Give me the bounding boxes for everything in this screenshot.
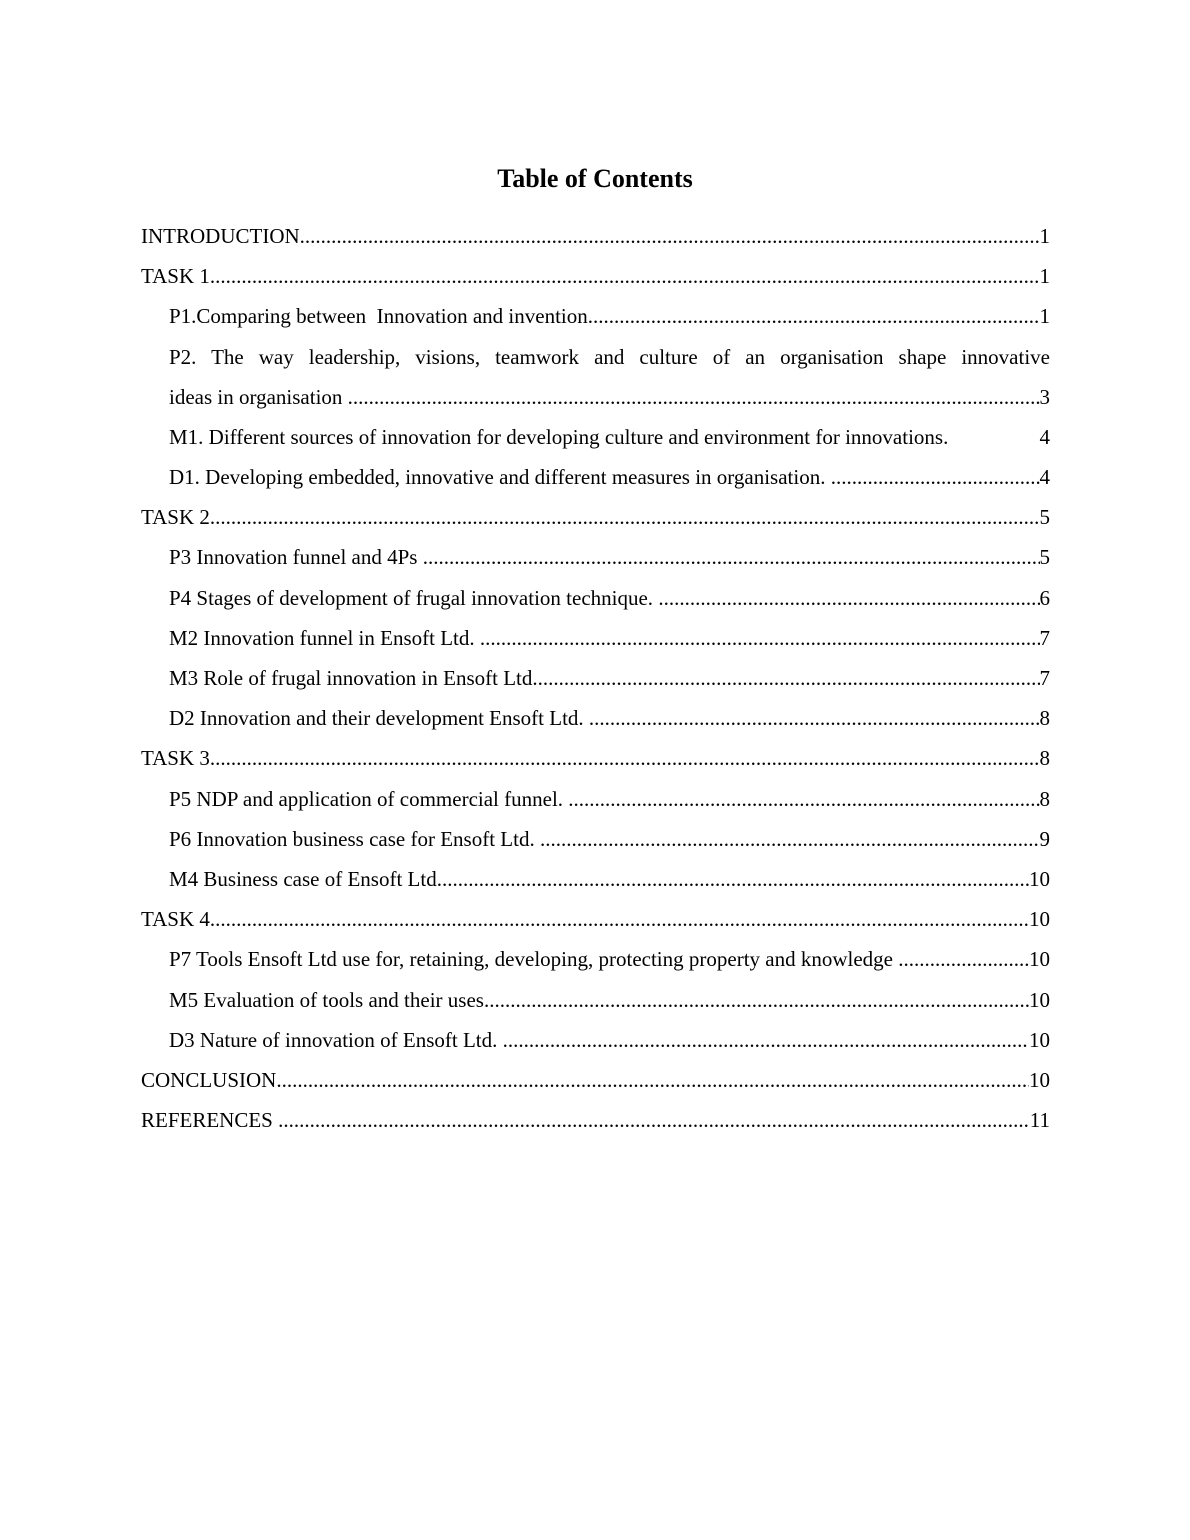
toc-entry-label: D2 Innovation and their development Ensoft Ltd.	[169, 706, 589, 731]
toc-entry-task-3[interactable]	[141, 738, 1050, 778]
toc-entry-page: 5	[1039, 505, 1050, 530]
toc-entry-label-line-2: ideas in organisation	[169, 384, 348, 409]
toc-entry-p6[interactable]	[141, 819, 1050, 859]
toc-entry-p2[interactable]	[141, 337, 1050, 417]
dot-leader	[300, 216, 1040, 256]
toc-entry-task-1[interactable]	[141, 256, 1050, 296]
dot-leader	[210, 497, 1040, 537]
toc-entry-m2[interactable]	[141, 618, 1050, 658]
dot-leader	[568, 779, 1039, 819]
toc-entry-label: M5 Evaluation of tools and their uses	[169, 987, 484, 1012]
toc-entry-page: 10	[1029, 1067, 1050, 1092]
toc-entry-label: D1. Developing embedded, innovative and different measures in organisation.	[169, 465, 831, 490]
toc-entry-conclusion[interactable]	[141, 1060, 1050, 1100]
toc-entry-page: 10	[1029, 907, 1050, 932]
toc-entry-label: CONCLUSION	[141, 1067, 277, 1092]
toc-entry-page: 10	[1029, 1027, 1050, 1052]
toc-entry-p5[interactable]	[141, 779, 1050, 819]
toc-entry-page: 1	[1039, 223, 1050, 248]
dot-leader	[278, 1100, 1030, 1140]
toc-entry-label: INTRODUCTION	[141, 223, 300, 248]
dot-leader	[503, 1020, 1029, 1060]
dot-leader	[276, 1060, 1029, 1100]
toc-entry-page: 10	[1029, 987, 1050, 1012]
toc-entry-page: 8	[1039, 746, 1050, 771]
toc-entry-m4[interactable]	[141, 859, 1050, 899]
toc-entry-d2[interactable]	[141, 698, 1050, 738]
toc-entry-page: 6	[1039, 585, 1050, 610]
dot-leader	[210, 256, 1040, 296]
toc-entry-page: 7	[1039, 666, 1050, 691]
toc-entry-label: P5 NDP and application of commercial funnel.	[169, 786, 569, 811]
dot-leader	[437, 859, 1029, 899]
dot-leader	[210, 899, 1029, 939]
toc-entry-d3[interactable]	[141, 1020, 1050, 1060]
toc-entry-page: 8	[1039, 786, 1050, 811]
toc-entry-label: TASK 1	[141, 264, 210, 289]
toc-entry-page: 1	[1039, 264, 1050, 289]
toc-entry-page: 4	[1039, 465, 1050, 490]
toc-entry-p7[interactable]	[141, 939, 1050, 979]
toc-entry-label: M4 Business case of Ensoft Ltd	[169, 866, 437, 891]
toc-entry-page: 3	[1039, 384, 1050, 409]
toc-title: Table of Contents	[497, 164, 693, 193]
dot-leader	[658, 578, 1039, 618]
toc-entry-page: 10	[1029, 866, 1050, 891]
toc-entry-page: 5	[1039, 545, 1050, 570]
toc-entry-page: 10	[1029, 947, 1050, 972]
toc-entry-label: TASK 2	[141, 505, 210, 530]
toc-entry-m1[interactable]	[141, 417, 1050, 457]
dot-leader	[532, 658, 1039, 698]
dot-leader	[589, 698, 1040, 738]
toc-entry-label: P7 Tools Ensoft Ltd use for, retaining, developing, protecting property and knowledge	[169, 947, 899, 972]
toc-entry-m5[interactable]	[141, 980, 1050, 1020]
toc-entry-task-4[interactable]	[141, 899, 1050, 939]
toc-entry-task-2[interactable]	[141, 497, 1050, 537]
toc-entry-label: M2 Innovation funnel in Ensoft Ltd.	[169, 625, 480, 650]
table-of-contents	[141, 216, 1050, 1140]
toc-entry-d1[interactable]	[141, 457, 1050, 497]
toc-entry-p1[interactable]	[141, 296, 1050, 336]
toc-entry-p4[interactable]	[141, 578, 1050, 618]
dot-leader	[484, 980, 1029, 1020]
dot-leader	[423, 538, 1040, 578]
toc-entry-introduction[interactable]	[141, 216, 1050, 256]
dot-leader	[480, 618, 1040, 658]
dot-leader	[831, 457, 1040, 497]
toc-entry-label: REFERENCES	[141, 1108, 279, 1133]
toc-entry-label: P1.Comparing between Innovation and invention	[169, 304, 588, 329]
toc-entry-p3[interactable]	[141, 538, 1050, 578]
toc-entry-page: 8	[1039, 706, 1050, 731]
toc-entry-label: TASK 4	[141, 907, 210, 932]
toc-entry-page: 4	[1039, 424, 1050, 449]
toc-entry-references[interactable]	[141, 1100, 1050, 1140]
dot-leader	[898, 939, 1029, 979]
toc-entry-page: 9	[1039, 826, 1050, 851]
toc-entry-page: 1	[1039, 304, 1050, 329]
toc-entry-page: 11	[1029, 1108, 1050, 1133]
dot-leader	[540, 819, 1040, 859]
toc-entry-page: 7	[1039, 625, 1050, 650]
toc-entry-m3[interactable]	[141, 658, 1050, 698]
toc-entry-label: M1. Different sources of innovation for developing culture and environment for innovations.	[169, 424, 949, 449]
dot-leader	[348, 377, 1040, 417]
dot-leader	[588, 296, 1040, 336]
toc-entry-label: D3 Nature of innovation of Ensoft Ltd.	[169, 1027, 503, 1052]
dot-leader	[210, 738, 1040, 778]
toc-entry-label: TASK 3	[141, 746, 210, 771]
toc-entry-label: M3 Role of frugal innovation in Ensoft Ltd	[169, 666, 533, 691]
toc-entry-label: P4 Stages of development of frugal innovation technique.	[169, 585, 659, 610]
toc-entry-label: P6 Innovation business case for Ensoft Ltd.	[169, 826, 540, 851]
toc-entry-line-2	[169, 377, 1050, 417]
toc-entry-label: P3 Innovation funnel and 4Ps	[169, 545, 423, 570]
toc-entry-label-line-1: P2. The way leadership, visions, teamwork and culture of an organisation shape innovative	[169, 344, 1050, 369]
